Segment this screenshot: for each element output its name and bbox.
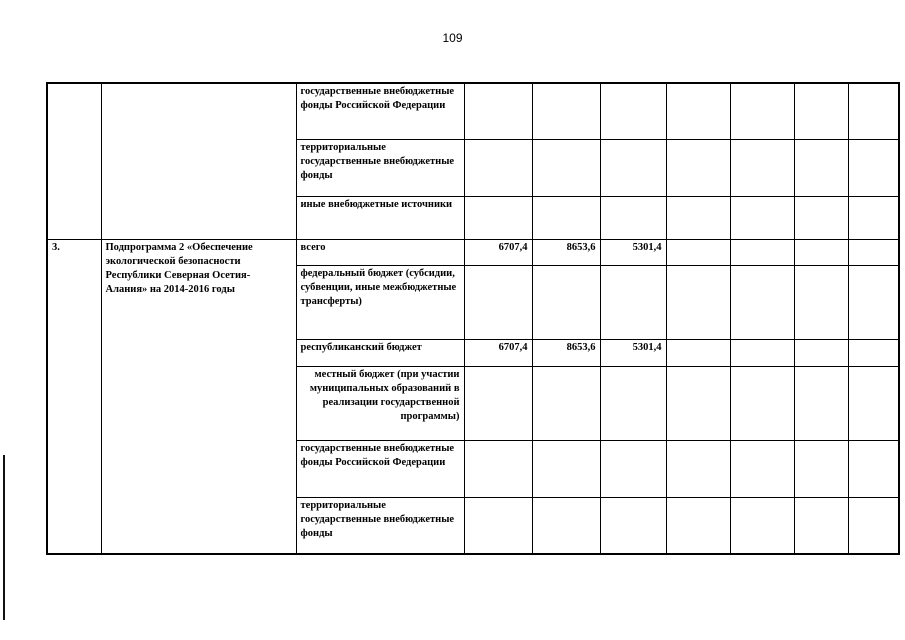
- cell-title: [101, 83, 296, 239]
- cell-source: государственные внебюджетные фонды Российской Федерации: [296, 83, 464, 139]
- cell-value: 5301,4: [600, 339, 666, 366]
- cell-source: федеральный бюджет (субсидии, субвенции, иные межбюджетные трансферты): [296, 265, 464, 339]
- section-number: 3.: [47, 239, 101, 554]
- section-title: Подпрограмма 2 «Обеспечение экологической безопасности Республики Северная Осетия-Алания» на 2014-2016 годы: [101, 239, 296, 554]
- table-row: [47, 239, 899, 265]
- table-row: [47, 83, 899, 139]
- cell-source: местный бюджет (при участии муниципальных образований в реализации государственной программы): [296, 366, 464, 440]
- cell-number: [47, 83, 101, 239]
- cell-value: 6707,4: [464, 239, 532, 265]
- cell-source: иные внебюджетные источники: [296, 196, 464, 239]
- cell-source: всего: [296, 239, 464, 265]
- cell-source: территориальные государственные внебюджетные фонды: [296, 139, 464, 196]
- cell-value: 5301,4: [600, 239, 666, 265]
- budget-table: [46, 82, 900, 555]
- cell-value: 8653,6: [532, 339, 600, 366]
- cell-source: территориальные государственные внебюджетные фонды: [296, 497, 464, 554]
- cell-value: 8653,6: [532, 239, 600, 265]
- page-number: 109: [442, 31, 463, 45]
- scan-margin-line: [3, 455, 5, 620]
- cell-value: 6707,4: [464, 339, 532, 366]
- cell-source: государственные внебюджетные фонды Российской Федерации: [296, 440, 464, 497]
- cell-source: республиканский бюджет: [296, 339, 464, 366]
